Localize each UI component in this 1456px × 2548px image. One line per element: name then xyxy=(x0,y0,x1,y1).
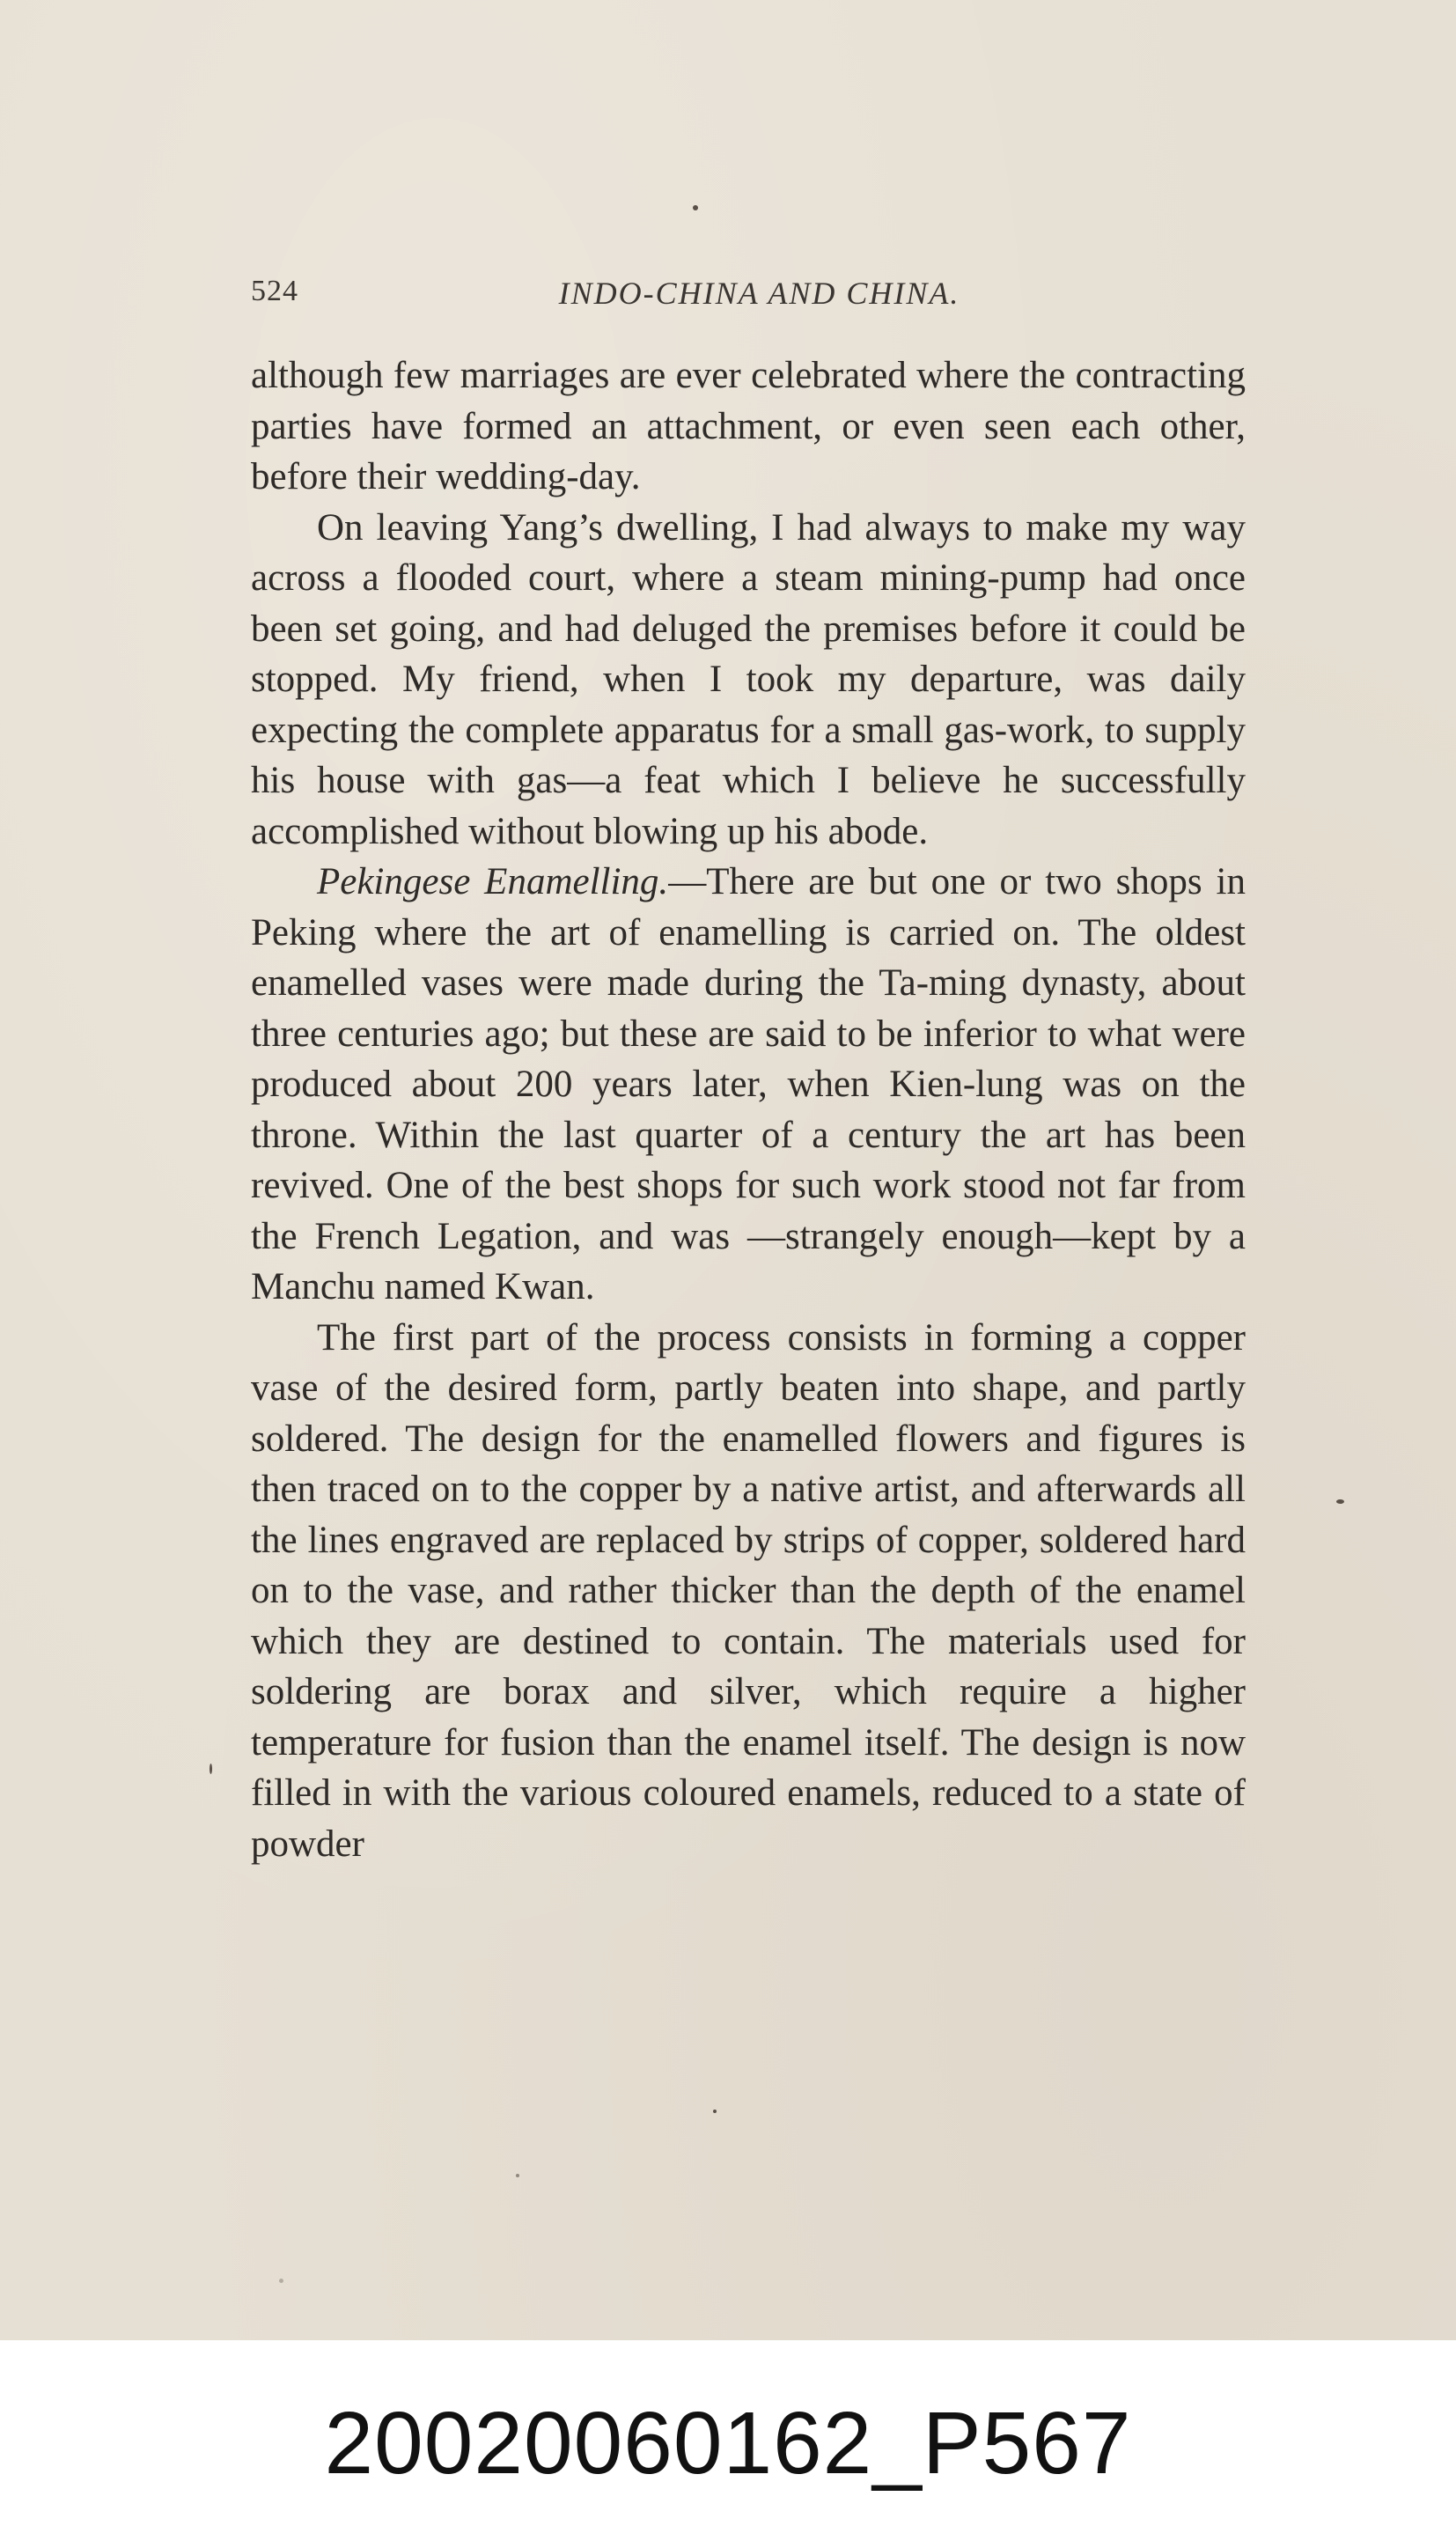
paragraph-4 xyxy=(251,1313,1246,1870)
paragraph-4-text: The first part of the process consists in forming a copper vase of the desired form, partly beaten into shape, and partly soldered. The design for the enamelled flowers and figures is then traced on to the copper by a native artist, and afterwards all the lines engraved are replaced by strips of copper, soldered hard on to the vase, and rather thicker than the depth of the enamel which they are destined to contain. The materials used for soldering are borax and silver, which require a higher temperature for fusion than the enamel itself. The design is now filled in with the various coloured enamels, reduced to a state of powder xyxy=(251,1316,1246,1865)
body-text xyxy=(251,350,1246,1869)
paragraph-1-text: although few marriages are ever celebrated where the contracting parties have formed an attachment, or even seen each other, before their wedding-day. xyxy=(251,355,1246,497)
scan-identifier: 20020060162_P567 xyxy=(324,2394,1132,2493)
page-number: 524 xyxy=(251,275,298,307)
paper-speck xyxy=(693,205,698,210)
paragraph-2-text: On leaving Yang’s dwelling, I had always to make my way across a flooded court, where a steam mining-pump had once been set going, and had deluged the premises before it could be stopped. My friend, when I took my departure, was daily expecting the complete apparatus for a small gas-work, to supply his house with gas—a feat which I believe he successfully accomplished without blowing up his abode. xyxy=(251,506,1246,852)
running-head xyxy=(251,275,1268,319)
paper-speck xyxy=(279,2279,283,2283)
paper-speck xyxy=(210,1764,212,1774)
paragraph-3-text: —There are but one or two shops in Peking where the art of enamelling is carried on. The oldest enamelled vases were made during the Ta-ming dynasty, about three centuries ago; but these are said to be inferior to what were produced about 200 years later, when Kien-lung was on the throne. Within the last quarter of a century the art has been revived. One of the best shops for such work stood not far from the French Legation, and was —strangely enough—kept by a Manchu named Kwan. xyxy=(251,861,1246,1307)
paragraph-3 xyxy=(251,857,1246,1313)
paragraph-1 xyxy=(251,350,1246,503)
paragraph-2 xyxy=(251,503,1246,858)
paper-speck xyxy=(1336,1499,1344,1504)
running-title: INDO-CHINA AND CHINA. xyxy=(558,276,960,311)
paper-speck xyxy=(516,2174,519,2177)
paper-speck xyxy=(713,2110,717,2113)
section-heading: Pekingese Enamelling. xyxy=(317,861,669,902)
